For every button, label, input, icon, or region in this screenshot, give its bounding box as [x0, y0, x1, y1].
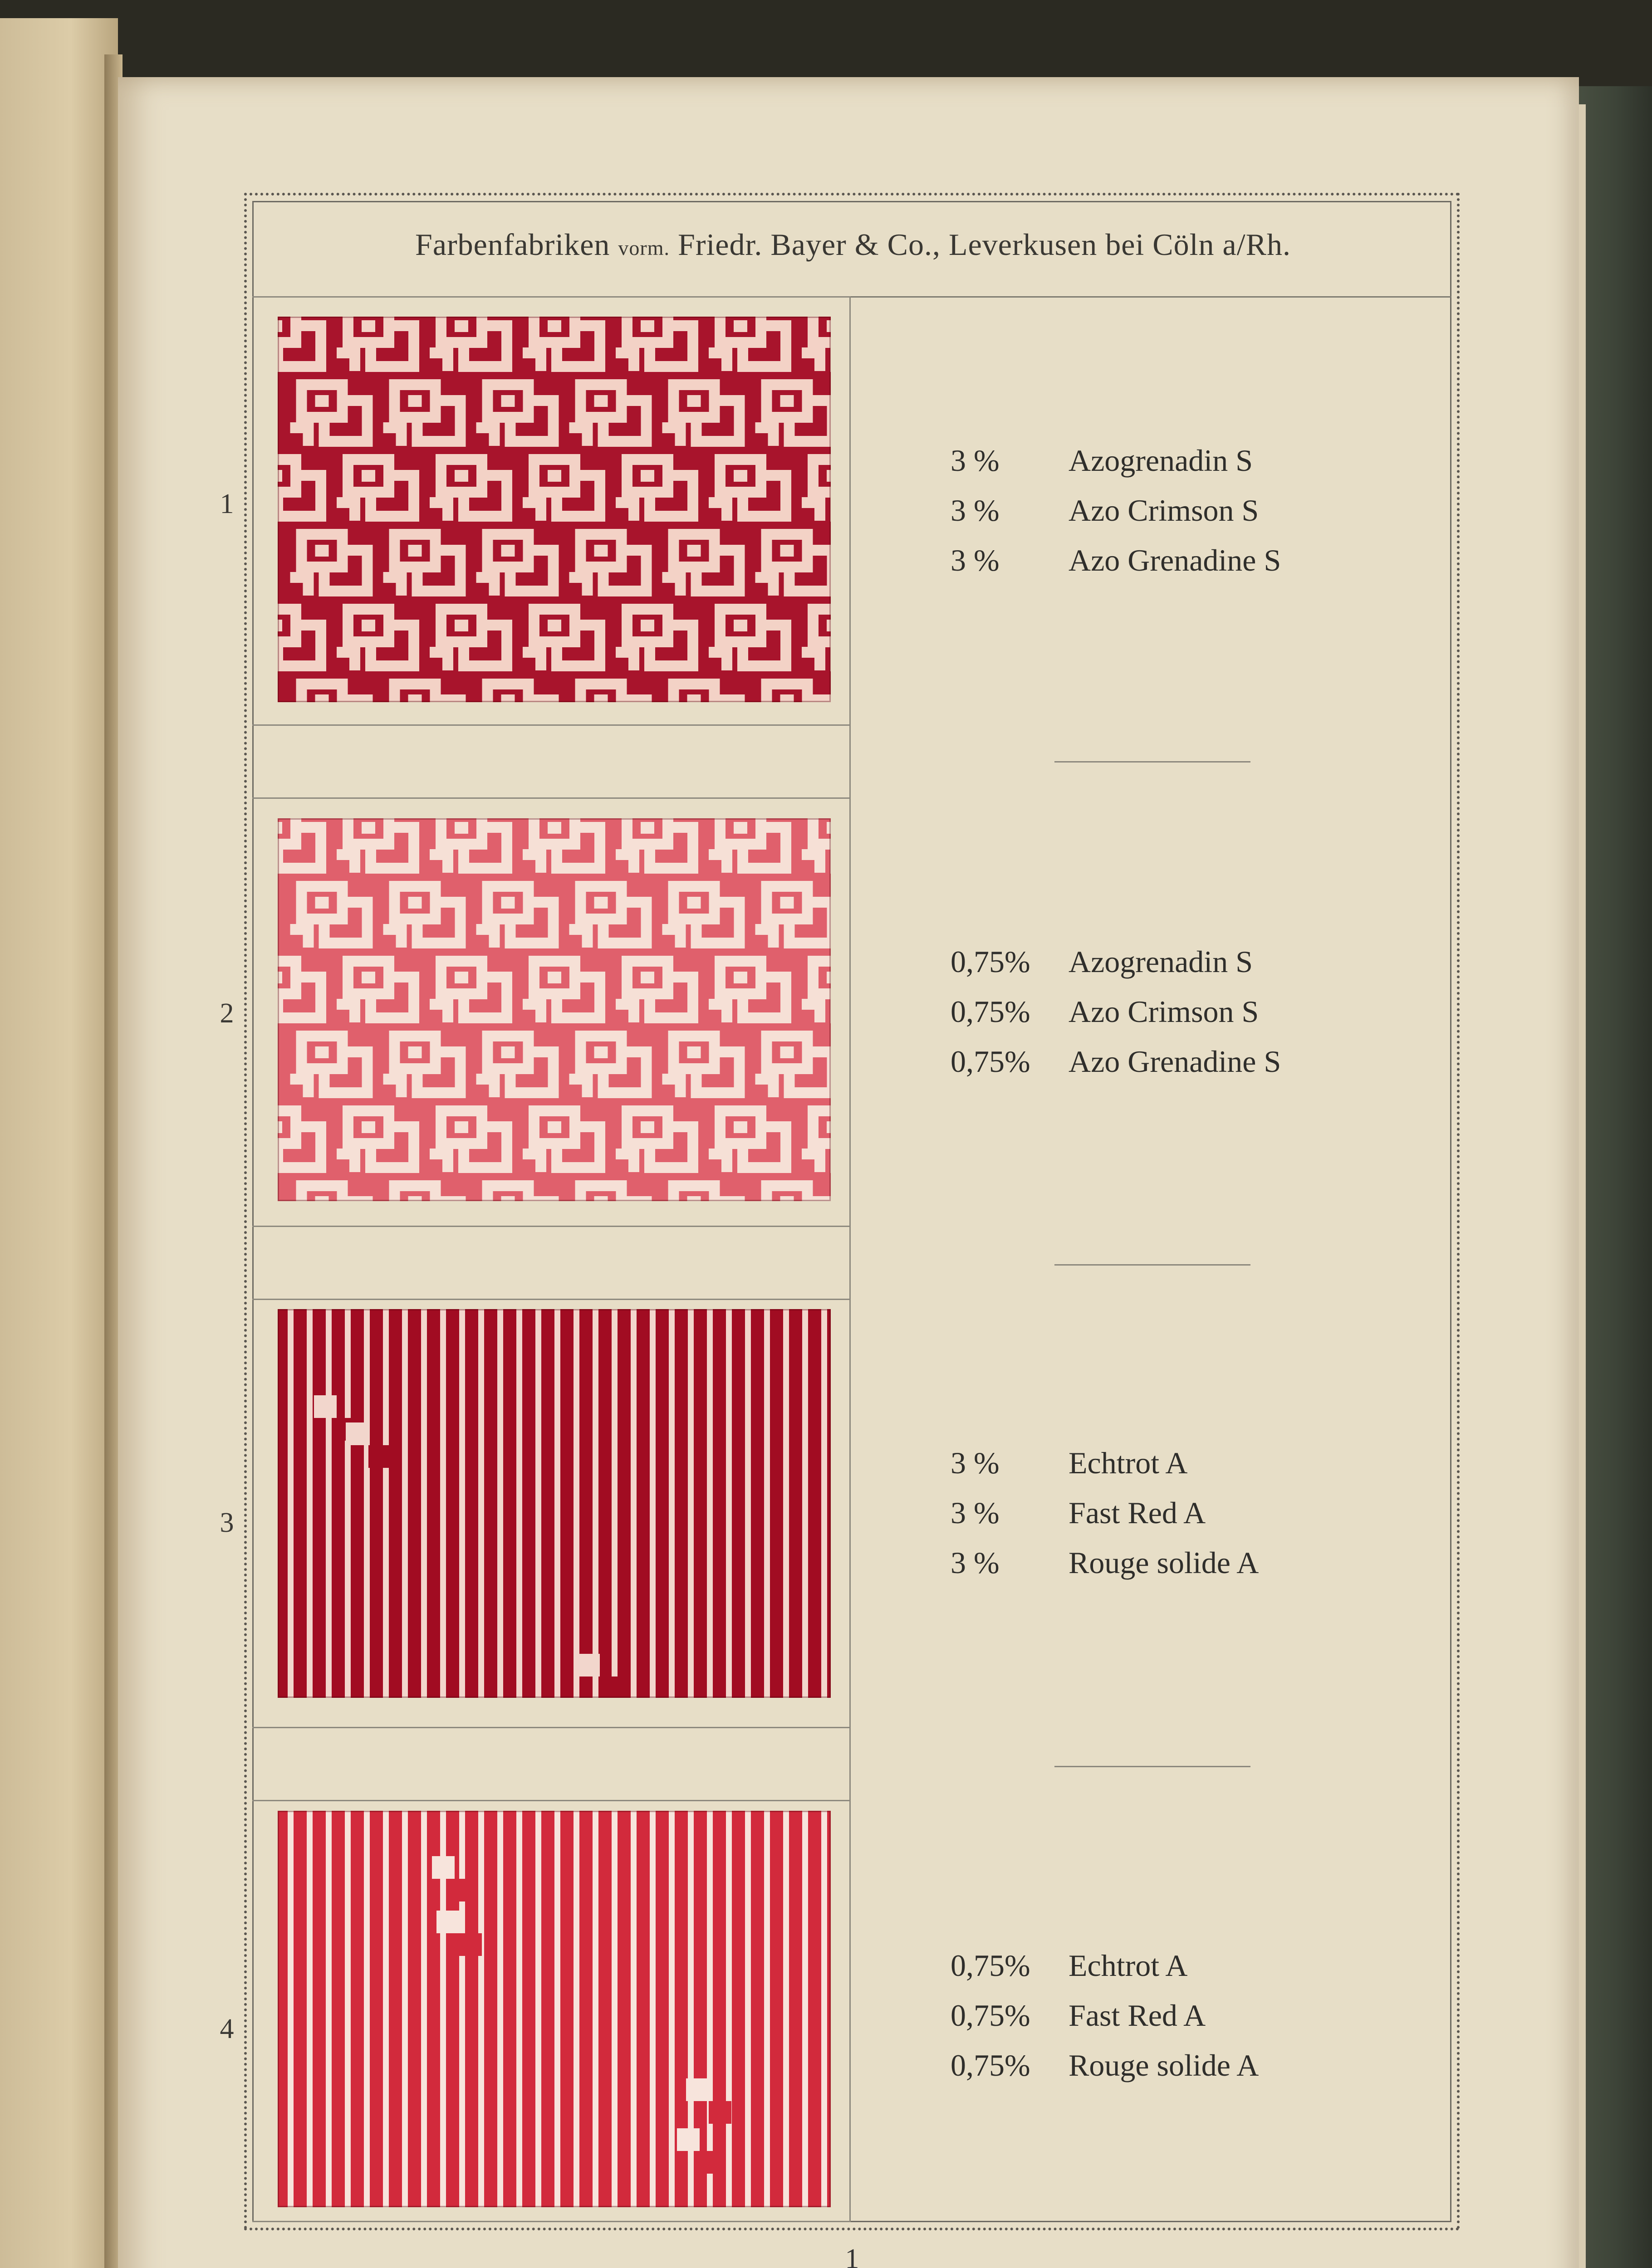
stripe: [669, 1309, 675, 1698]
recipe-percent: 0,75%: [951, 1044, 1030, 1079]
stripe: [612, 1811, 618, 2207]
stripe: [307, 1309, 313, 1698]
stripe-block: [368, 1445, 391, 1468]
stripe: [345, 1811, 351, 2207]
recipe-percent: 3 %: [951, 1545, 1000, 1580]
stripe: [612, 1309, 618, 1698]
stripe-block: [677, 2128, 700, 2151]
stripe-block: [709, 2101, 731, 2124]
recipe-dye: Azogrenadin S: [1069, 944, 1253, 979]
stripe: [783, 1309, 789, 1698]
page-number: 1: [845, 2244, 859, 2268]
recipe-block-2: [951, 937, 1281, 1086]
stripe: [802, 1811, 808, 2207]
recipe-percent: 0,75%: [951, 1998, 1030, 2033]
recipe-dye: Rouge solide A: [1069, 1545, 1259, 1580]
recipe-percent: 3 %: [951, 1496, 1000, 1530]
recipe-dye: Rouge solide A: [1069, 2048, 1259, 2082]
recipe-dye: Azogrenadin S: [1069, 443, 1253, 478]
stripe: [707, 1309, 713, 1698]
page-header: [254, 227, 1452, 263]
stripe: [764, 1309, 770, 1698]
recipe-dye: Fast Red A: [1069, 1496, 1206, 1530]
recipe-line: [951, 1036, 1281, 1086]
recipe-percent: 0,75%: [951, 1948, 1030, 1983]
stripe: [650, 1309, 656, 1698]
recipe-line: [951, 535, 1281, 585]
recipe-divider: [1054, 1264, 1250, 1266]
stripe: [383, 1309, 389, 1698]
stripe: [535, 1811, 541, 2207]
stripe: [764, 1811, 770, 2207]
recipe-line: [951, 987, 1281, 1036]
sample-number: 1: [220, 489, 234, 519]
recipe-dye: Azo Crimson S: [1069, 493, 1259, 528]
stripe: [707, 1811, 713, 2207]
stripe: [535, 1309, 541, 1698]
stripe-block: [577, 1654, 600, 1677]
stripe: [574, 1309, 579, 1698]
recipe-percent: 3 %: [951, 1446, 1000, 1480]
stripe: [726, 1309, 732, 1698]
stripe: [307, 1811, 313, 2207]
stripe-block: [436, 1911, 459, 1933]
recipe-percent: 0,75%: [951, 944, 1030, 979]
stripe-block: [686, 2078, 709, 2101]
stripe: [364, 1309, 370, 1698]
stripe-block: [346, 1422, 368, 1445]
recipe-dye: Fast Red A: [1069, 1998, 1206, 2033]
stripe: [478, 1309, 484, 1698]
header-company: Farbenfabriken: [415, 227, 610, 262]
stripe: [802, 1309, 808, 1698]
stripe: [554, 1811, 560, 2207]
recipe-block-1: [951, 435, 1281, 585]
stripe: [326, 1811, 332, 2207]
recipe-line: [951, 485, 1281, 535]
column-divider: [849, 296, 851, 2222]
header-vorm: vorm.: [618, 236, 670, 259]
stripe: [688, 1309, 694, 1698]
recipe-dye: Azo Crimson S: [1069, 994, 1259, 1029]
fabric-swatch-3: [278, 1309, 831, 1698]
stripe: [288, 1309, 294, 1698]
stripe: [516, 1309, 522, 1698]
recipe-line: [951, 1538, 1259, 1588]
stripe: [631, 1309, 637, 1698]
recipe-line: [951, 1488, 1259, 1538]
sample-number: 2: [220, 998, 234, 1029]
recipe-percent: 3 %: [951, 493, 1000, 528]
fabric-swatch-4: [278, 1811, 831, 2207]
stripe: [726, 1811, 732, 2207]
fabric-swatch-1: [278, 317, 831, 702]
stripe: [383, 1811, 389, 2207]
recipe-divider: [1054, 1766, 1250, 1767]
recipe-line: [951, 1990, 1259, 2040]
stripe-block: [600, 1677, 623, 1698]
stripe: [440, 1309, 446, 1698]
stripe: [593, 1309, 598, 1698]
stripe-block: [314, 1395, 337, 1418]
stripe: [402, 1309, 408, 1698]
recipe-dye: Echtrot A: [1069, 1948, 1188, 1983]
recipe-percent: 0,75%: [951, 994, 1030, 1029]
stripe: [669, 1811, 675, 2207]
stripe: [593, 1811, 598, 2207]
sample-number: 4: [220, 2014, 234, 2044]
stripe: [459, 1309, 465, 1698]
stripe: [650, 1811, 656, 2207]
stripe: [821, 1811, 827, 2207]
stripe-block: [455, 1879, 477, 1901]
recipe-block-4: [951, 1941, 1259, 2090]
recipe-line: [951, 1941, 1259, 1990]
stripe: [421, 1811, 427, 2207]
stripe: [345, 1309, 351, 1698]
recipe-percent: 0,75%: [951, 2048, 1030, 2082]
stripe: [288, 1811, 294, 2207]
recipe-block-3: [951, 1438, 1259, 1588]
stripe: [497, 1309, 503, 1698]
stripe: [745, 1309, 751, 1698]
recipe-line: [951, 1438, 1259, 1488]
recipe-dye: Echtrot A: [1069, 1446, 1188, 1480]
recipe-percent: 3 %: [951, 443, 1000, 478]
stripe-block: [700, 2151, 722, 2174]
stripe: [402, 1811, 408, 2207]
stripe: [631, 1811, 637, 2207]
stripe: [783, 1811, 789, 2207]
stripe: [574, 1811, 579, 2207]
left-page: [0, 18, 118, 2268]
fabric-swatch-2: [278, 818, 831, 1201]
sample-number: 3: [220, 1507, 234, 1538]
stripe: [497, 1811, 503, 2207]
header-address: Friedr. Bayer & Co., Leverkusen bei Cöln a/Rh.: [678, 227, 1291, 262]
stripe: [478, 1811, 484, 2207]
recipe-dye: Azo Grenadine S: [1069, 543, 1281, 577]
stripe: [459, 1811, 465, 2207]
stripe: [421, 1309, 427, 1698]
recipe-dye: Azo Grenadine S: [1069, 1044, 1281, 1079]
recipe-line: [951, 435, 1281, 485]
stripe: [364, 1811, 370, 2207]
recipe-divider: [1054, 761, 1250, 763]
stripe: [554, 1309, 560, 1698]
recipe-line: [951, 2040, 1259, 2090]
stripe-block: [432, 1856, 455, 1879]
stripe: [745, 1811, 751, 2207]
stripe-block: [459, 1933, 482, 1956]
stripe: [326, 1309, 332, 1698]
recipe-percent: 3 %: [951, 543, 1000, 577]
stripe: [821, 1309, 827, 1698]
stripe: [516, 1811, 522, 2207]
recipe-line: [951, 937, 1281, 987]
